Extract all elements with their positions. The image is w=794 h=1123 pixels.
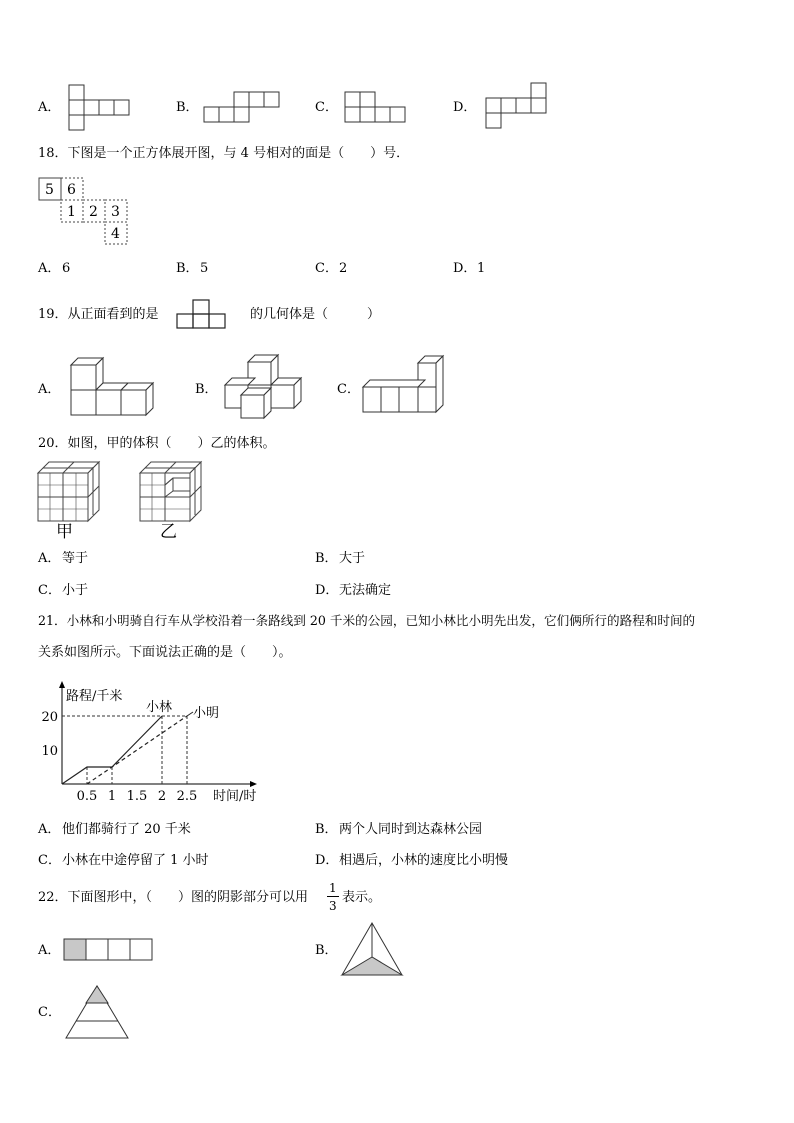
q22-option-b-letter: B． — [315, 943, 338, 958]
q17-option-c-net — [344, 91, 408, 125]
q19-option-c-solid — [362, 354, 446, 418]
net-face-6: 6 — [67, 182, 76, 198]
x-tick-labels — [77, 789, 198, 804]
q19-option-b-solid — [224, 353, 306, 419]
q20-stem: 20．如图，甲的体积（ ）乙的体积。 — [38, 436, 276, 451]
x-tick-label: 2.5 — [176, 789, 198, 804]
chart-guide-lines — [62, 716, 187, 784]
q22-fraction — [327, 881, 339, 915]
q22-stem-prefix: 22．下面图形中，（ ）图的阴影部分可以用 — [38, 890, 309, 905]
q20-option-d-letter: D． — [315, 583, 339, 598]
q17-option-b-net — [203, 91, 281, 125]
q21-option-c-letter: C． — [38, 853, 61, 868]
q20-option-c-text: 小于 — [62, 583, 89, 598]
net-face-2: 2 — [89, 204, 98, 220]
x-tick-label: 1 — [107, 789, 117, 804]
q20-option-b-letter: B． — [315, 551, 338, 566]
q20-option-b-text: 大于 — [339, 551, 366, 566]
q18-option-c-text: 2 — [339, 261, 348, 276]
x-tick-label: 1.5 — [126, 789, 148, 804]
fraction-denominator: 3 — [329, 899, 337, 913]
series-label-xiaoming: 小明 — [193, 706, 220, 721]
chart-series-lines — [62, 716, 187, 784]
y-tick-label: 20 — [41, 710, 58, 725]
q18-option-b-letter: B． — [176, 261, 199, 276]
q21-option-a-text: 他们都骑行了 20 千米 — [62, 822, 191, 837]
q21-option-a-letter: A． — [38, 822, 61, 837]
net-face-5: 5 — [45, 182, 54, 198]
y-axis-arrow — [59, 681, 65, 688]
q22-option-c-triangle — [64, 984, 130, 1040]
y-tick-label: 10 — [41, 744, 58, 759]
q20-option-c-letter: C． — [38, 583, 61, 598]
q22-stem-suffix: 表示。 — [342, 890, 382, 905]
series-labels — [146, 699, 219, 721]
net-face-1: 1 — [67, 204, 76, 220]
y-axis-title: 路程/千米 — [66, 689, 123, 704]
x-tick-label: 0.5 — [76, 789, 98, 804]
q21-option-d-text: 相遇后，小林的速度比小明慢 — [339, 853, 509, 868]
q20-solid-yi — [139, 461, 205, 523]
q22-option-b-triangle — [340, 921, 404, 977]
fraction-bar — [327, 896, 339, 897]
q17-option-c-letter: C． — [315, 100, 338, 115]
q21-option-b-text: 两个人同时到达森林公园 — [339, 822, 483, 837]
q18-option-d-letter: D． — [453, 261, 477, 276]
q22-option-a-strip — [63, 938, 155, 962]
q22-option-a-letter: A． — [38, 943, 61, 958]
y-tick-labels — [41, 710, 58, 759]
net-face-4: 4 — [111, 226, 120, 242]
q19-option-a-solid — [70, 356, 162, 418]
q19-option-c-letter: C． — [337, 382, 360, 397]
q17-option-d-letter: D． — [453, 100, 477, 115]
q21-stem-line1: 21．小林和小明骑自行车从学校沿着一条路线到 20 千米的公园，已知小林比小明先出发，它们俩所行的路程和时间的 — [38, 613, 696, 628]
q20-solid-jia — [37, 461, 103, 523]
q20-label-yi: 乙 — [160, 522, 177, 542]
net-face-3: 3 — [111, 204, 120, 220]
q21-stem-line2: 关系如图所示。下面说法正确的是（ ）。 — [38, 645, 292, 660]
q19-stem-suffix: 的几何体是（ ） — [250, 307, 381, 322]
q20-option-a-text: 等于 — [62, 551, 89, 566]
q18-option-a-letter: A． — [38, 261, 61, 276]
q19-option-a-letter: A． — [38, 382, 61, 397]
q21-distance-time-chart — [35, 680, 275, 810]
q20-option-d-text: 无法确定 — [339, 583, 392, 598]
x-tick-label: 2 — [157, 789, 167, 804]
x-axis-title: 时间/时 — [213, 789, 257, 804]
q17-option-d-net — [485, 82, 551, 130]
x-axis-arrow — [250, 781, 257, 787]
q19-option-b-letter: B． — [195, 382, 218, 397]
series-label-xiaolin: 小林 — [146, 700, 173, 715]
q19-stem-prefix: 19．从正面看到的是 — [38, 307, 159, 322]
q19-front-view — [176, 299, 228, 331]
q18-option-a-text: 6 — [62, 261, 71, 276]
q21-option-b-letter: B． — [315, 822, 338, 837]
q21-option-d-letter: D． — [315, 853, 339, 868]
fraction-numerator: 1 — [329, 881, 337, 895]
q18-stem: 18．下图是一个正方体展开图，与 4 号相对的面是（ ）号． — [38, 146, 410, 161]
q18-option-c-letter: C． — [315, 261, 338, 276]
q18-option-b-text: 5 — [200, 261, 209, 276]
q20-label-jia: 甲 — [56, 522, 73, 542]
q17-option-a-net — [68, 84, 130, 132]
q18-cube-net — [38, 177, 134, 245]
q18-option-d-text: 1 — [477, 261, 486, 276]
q20-option-a-letter: A． — [38, 551, 61, 566]
series-line-xiaoming — [87, 716, 187, 784]
q17-option-a-letter: A． — [38, 100, 61, 115]
q22-option-c-letter: C． — [38, 1005, 61, 1020]
q17-option-b-letter: B． — [176, 100, 199, 115]
q21-option-c-text: 小林在中途停留了 1 小时 — [62, 853, 209, 868]
